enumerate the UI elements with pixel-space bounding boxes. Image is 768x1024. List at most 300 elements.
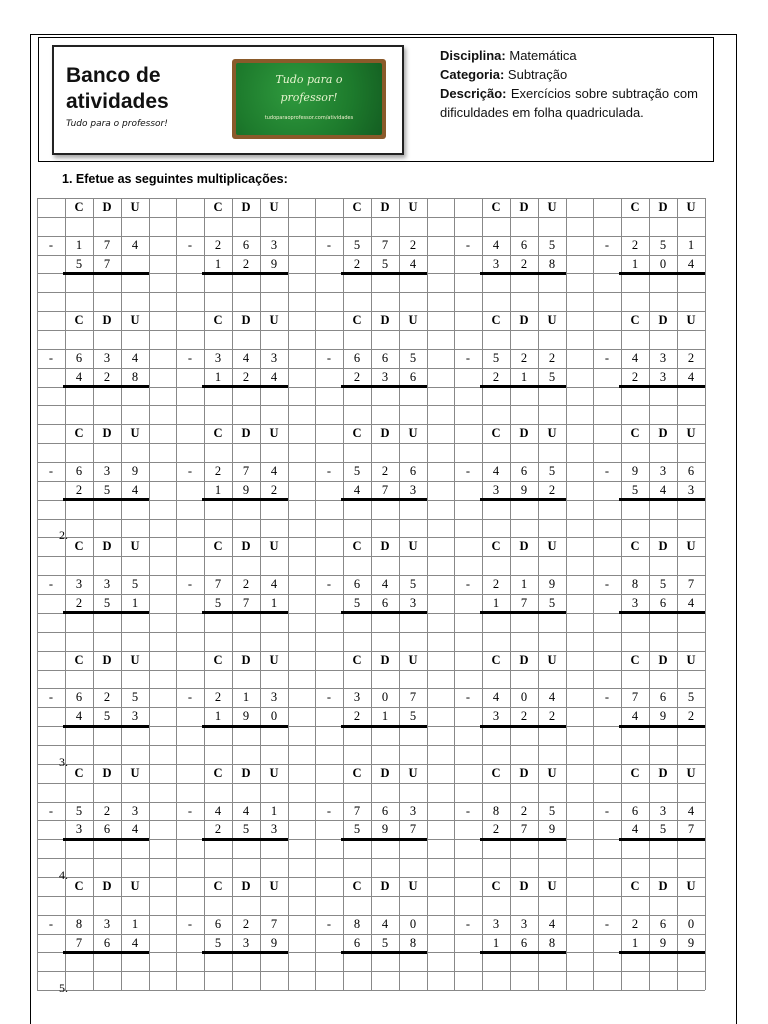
subtrahend-digit: 2	[75, 596, 83, 611]
grid-vline	[315, 198, 316, 990]
result-underline	[202, 385, 288, 388]
subtrahend-digit: 9	[242, 482, 250, 497]
minuend-digit: 4	[492, 464, 500, 479]
column-header-c: C	[630, 539, 640, 554]
column-header-c: C	[491, 313, 501, 328]
logo-title	[66, 63, 169, 115]
subtrahend-digit: 2	[548, 709, 556, 724]
column-header-u: U	[547, 652, 557, 667]
minus-sign: -	[465, 803, 471, 818]
subtrahend-digit: 2	[75, 482, 83, 497]
minuend-digit: 2	[520, 350, 528, 365]
subtrahend-digit: 6	[353, 935, 361, 950]
descricao-label: Descrição:	[440, 86, 507, 101]
subtrahend-digit: 3	[381, 369, 389, 384]
subtrahend-digit: 4	[131, 482, 139, 497]
column-header-d: D	[102, 426, 112, 441]
column-header-c: C	[352, 878, 362, 893]
minuend-digit: 5	[548, 464, 556, 479]
result-underline	[63, 498, 149, 501]
column-header-d: D	[380, 200, 390, 214]
minuend-digit: 3	[131, 803, 139, 818]
minuend-digit: 5	[353, 464, 361, 479]
column-header-d: D	[658, 313, 668, 328]
column-header-c: C	[213, 878, 223, 893]
subtrahend-digit: 8	[131, 369, 139, 384]
result-underline	[480, 951, 566, 954]
column-header-u: U	[686, 878, 696, 893]
grid-vline	[288, 198, 289, 990]
subtrahend-digit: 2	[520, 709, 528, 724]
minuend-digit: 9	[548, 577, 556, 592]
grid-vline	[427, 198, 428, 990]
grid-vline	[176, 198, 177, 990]
subtrahend-digit: 4	[131, 822, 139, 837]
question-number: 4.	[59, 867, 68, 882]
column-header-d: D	[519, 878, 529, 893]
minuend-digit: 9	[631, 464, 639, 479]
minuend-digit: 5	[659, 237, 667, 252]
grid-hline	[37, 990, 705, 991]
minuend-digit: 6	[242, 237, 250, 252]
subtrahend-digit: 7	[242, 596, 250, 611]
column-header-c: C	[213, 539, 223, 554]
minuend-digit: 2	[520, 803, 528, 818]
column-header-c: C	[491, 878, 501, 893]
minuend-digit: 6	[659, 690, 667, 705]
minus-sign: -	[48, 916, 54, 931]
subtrahend-digit: 2	[103, 369, 111, 384]
subtrahend-digit: 5	[381, 935, 389, 950]
minuend-digit: 5	[409, 577, 417, 592]
minus-sign: -	[187, 350, 193, 365]
chalkboard-surface	[236, 63, 382, 135]
minuend-digit: 2	[242, 577, 250, 592]
result-underline	[341, 272, 427, 275]
subtrahend-digit: 2	[492, 822, 500, 837]
subtrahend-digit: 4	[687, 369, 695, 384]
subtrahend-digit: 1	[214, 369, 222, 384]
column-header-u: U	[130, 652, 140, 667]
minuend-digit: 2	[214, 690, 222, 705]
subtrahend-digit: 9	[687, 935, 695, 950]
column-header-u: U	[269, 200, 279, 214]
column-header-u: U	[686, 765, 696, 780]
subtrahend-digit: 8	[548, 935, 556, 950]
column-header-d: D	[241, 200, 251, 214]
column-header-u: U	[547, 878, 557, 893]
minus-sign: -	[326, 464, 332, 479]
column-header-c: C	[630, 426, 640, 441]
subtrahend-digit: 6	[520, 935, 528, 950]
column-header-u: U	[130, 426, 140, 441]
subtrahend-digit: 1	[492, 935, 500, 950]
column-header-u: U	[686, 313, 696, 328]
column-header-c: C	[74, 313, 84, 328]
minus-sign: -	[187, 690, 193, 705]
minuend-digit: 8	[492, 803, 500, 818]
chalk-url: tudoparaoprofessor.com/atividades	[264, 115, 354, 121]
result-underline	[619, 272, 705, 275]
subtrahend-digit: 4	[131, 935, 139, 950]
column-header-c: C	[352, 539, 362, 554]
result-underline	[341, 385, 427, 388]
minuend-digit: 4	[381, 577, 389, 592]
column-header-u: U	[547, 426, 557, 441]
column-header-c: C	[491, 200, 501, 214]
column-header-c: C	[74, 652, 84, 667]
result-underline	[619, 498, 705, 501]
column-header-d: D	[658, 652, 668, 667]
column-header-c: C	[630, 313, 640, 328]
column-header-d: D	[102, 765, 112, 780]
column-header-d: D	[519, 426, 529, 441]
minuend-digit: 4	[492, 237, 500, 252]
minuend-digit: 5	[75, 803, 83, 818]
minuend-digit: 3	[409, 803, 417, 818]
subtrahend-digit: 4	[631, 709, 639, 724]
minus-sign: -	[465, 237, 471, 252]
column-header-c: C	[213, 426, 223, 441]
minuend-digit: 2	[103, 803, 111, 818]
column-header-u: U	[408, 539, 418, 554]
minuend-digit: 7	[409, 690, 417, 705]
minuend-digit: 6	[687, 464, 695, 479]
minuend-digit: 5	[492, 350, 500, 365]
subtrahend-digit: 6	[103, 822, 111, 837]
subtrahend-digit: 4	[353, 482, 361, 497]
minuend-digit: 6	[75, 350, 83, 365]
minuend-digit: 2	[409, 237, 417, 252]
worksheet-grid	[37, 198, 705, 996]
subtrahend-digit: 0	[659, 256, 667, 271]
subtrahend-digit: 3	[631, 596, 639, 611]
subtrahend-digit: 9	[242, 709, 250, 724]
minus-sign: -	[326, 237, 332, 252]
subtrahend-digit: 4	[270, 369, 278, 384]
result-underline	[480, 498, 566, 501]
subtrahend-digit: 1	[270, 596, 278, 611]
minuend-digit: 7	[270, 916, 278, 931]
minus-sign: -	[326, 690, 332, 705]
grid-vline	[705, 198, 706, 990]
minuend-digit: 1	[75, 237, 83, 252]
minus-sign: -	[604, 237, 610, 252]
column-header-d: D	[519, 313, 529, 328]
column-header-d: D	[241, 878, 251, 893]
column-header-d: D	[102, 200, 112, 214]
subtrahend-digit: 5	[214, 596, 222, 611]
column-header-u: U	[686, 426, 696, 441]
minuend-digit: 1	[687, 237, 695, 252]
subtrahend-digit: 2	[242, 369, 250, 384]
subtrahend-digit: 1	[214, 709, 222, 724]
minuend-digit: 1	[131, 916, 139, 931]
subtrahend-digit: 5	[381, 256, 389, 271]
subtrahend-digit: 9	[659, 709, 667, 724]
minuend-digit: 2	[492, 577, 500, 592]
minuend-digit: 2	[103, 690, 111, 705]
column-header-d: D	[380, 313, 390, 328]
subtrahend-digit: 5	[659, 822, 667, 837]
minus-sign: -	[326, 577, 332, 592]
minus-sign: -	[187, 577, 193, 592]
column-header-u: U	[547, 765, 557, 780]
result-underline	[341, 498, 427, 501]
minuend-digit: 4	[214, 803, 222, 818]
categoria-value: Subtração	[507, 67, 568, 82]
subtrahend-digit: 3	[409, 596, 417, 611]
subtrahend-digit: 5	[548, 596, 556, 611]
minus-sign: -	[48, 350, 54, 365]
categoria-row	[440, 65, 698, 84]
column-header-u: U	[547, 313, 557, 328]
column-header-c: C	[630, 878, 640, 893]
column-header-d: D	[658, 878, 668, 893]
subtrahend-digit: 1	[214, 256, 222, 271]
minuend-digit: 6	[353, 577, 361, 592]
minus-sign: -	[604, 350, 610, 365]
minuend-digit: 7	[381, 237, 389, 252]
minuend-digit: 2	[242, 916, 250, 931]
column-header-u: U	[269, 878, 279, 893]
subtrahend-digit: 4	[687, 256, 695, 271]
column-header-c: C	[352, 652, 362, 667]
result-underline	[480, 725, 566, 728]
minuend-digit: 6	[409, 464, 417, 479]
subtrahend-digit: 4	[75, 369, 83, 384]
minuend-digit: 5	[131, 690, 139, 705]
minus-sign: -	[187, 464, 193, 479]
minuend-digit: 2	[631, 916, 639, 931]
result-underline	[202, 498, 288, 501]
result-underline	[619, 385, 705, 388]
subtrahend-digit: 2	[492, 369, 500, 384]
minus-sign: -	[326, 803, 332, 818]
minuend-digit: 0	[687, 916, 695, 931]
subtrahend-digit: 9	[520, 482, 528, 497]
logo-subtitle: Tudo para o professor!	[66, 119, 168, 129]
subtrahend-digit: 7	[520, 596, 528, 611]
minus-sign: -	[48, 237, 54, 252]
subtrahend-digit: 2	[687, 709, 695, 724]
minuend-digit: 8	[631, 577, 639, 592]
disciplina-row	[440, 46, 698, 65]
minuend-digit: 4	[131, 350, 139, 365]
subtrahend-digit: 1	[492, 596, 500, 611]
column-header-d: D	[102, 313, 112, 328]
column-header-c: C	[74, 426, 84, 441]
column-header-d: D	[102, 878, 112, 893]
minuend-digit: 6	[659, 916, 667, 931]
subtrahend-digit: 3	[242, 935, 250, 950]
minuend-digit: 7	[103, 237, 111, 252]
minuend-digit: 7	[631, 690, 639, 705]
minuend-digit: 2	[548, 350, 556, 365]
minus-sign: -	[326, 350, 332, 365]
minuend-digit: 6	[75, 464, 83, 479]
page-right-rule	[736, 34, 737, 1024]
subtrahend-digit: 1	[631, 256, 639, 271]
minuend-digit: 1	[270, 803, 278, 818]
grid-vline	[37, 198, 38, 990]
column-header-d: D	[519, 539, 529, 554]
result-underline	[480, 611, 566, 614]
subtrahend-digit: 3	[131, 709, 139, 724]
grid-vline	[593, 198, 594, 990]
minuend-digit: 3	[103, 916, 111, 931]
column-header-u: U	[408, 200, 418, 214]
subtrahend-digit: 4	[75, 709, 83, 724]
result-underline	[202, 838, 288, 841]
question-number: 5.	[59, 981, 68, 996]
column-header-c: C	[491, 426, 501, 441]
subtrahend-digit: 2	[214, 822, 222, 837]
column-header-d: D	[658, 765, 668, 780]
minuend-digit: 5	[353, 237, 361, 252]
subtrahend-digit: 7	[409, 822, 417, 837]
subtrahend-digit: 5	[103, 596, 111, 611]
column-header-d: D	[380, 539, 390, 554]
logo-title-line1: Banco de	[66, 64, 161, 87]
column-header-u: U	[547, 200, 557, 214]
minuend-digit: 6	[631, 803, 639, 818]
minuend-digit: 6	[75, 690, 83, 705]
result-underline	[63, 838, 149, 841]
column-header-c: C	[491, 765, 501, 780]
subtrahend-digit: 8	[548, 256, 556, 271]
minuend-digit: 7	[242, 464, 250, 479]
minuend-digit: 5	[409, 350, 417, 365]
minuend-digit: 0	[381, 690, 389, 705]
minus-sign: -	[604, 577, 610, 592]
column-header-u: U	[686, 200, 696, 214]
column-header-d: D	[658, 200, 668, 214]
page-top-rule	[30, 34, 736, 35]
question-number: 3.	[59, 754, 68, 769]
minus-sign: -	[48, 690, 54, 705]
column-header-d: D	[241, 313, 251, 328]
column-header-u: U	[408, 878, 418, 893]
subtrahend-digit: 3	[409, 482, 417, 497]
minuend-digit: 8	[75, 916, 83, 931]
grid-vline	[454, 198, 455, 990]
column-header-c: C	[213, 313, 223, 328]
column-header-d: D	[102, 539, 112, 554]
result-underline	[341, 951, 427, 954]
minuend-digit: 6	[214, 916, 222, 931]
subtrahend-digit: 4	[409, 256, 417, 271]
result-underline	[619, 611, 705, 614]
column-header-u: U	[269, 313, 279, 328]
minuend-digit: 0	[409, 916, 417, 931]
instruction-heading: 1. Efetue as seguintes multiplicações:	[62, 172, 288, 186]
minuend-digit: 9	[131, 464, 139, 479]
result-underline	[202, 951, 288, 954]
minuend-digit: 2	[631, 237, 639, 252]
minuend-digit: 3	[659, 803, 667, 818]
subtrahend-digit: 3	[659, 369, 667, 384]
disciplina-label: Disciplina:	[440, 48, 506, 63]
minus-sign: -	[465, 577, 471, 592]
grid-vline	[566, 198, 567, 990]
minuend-digit: 3	[214, 350, 222, 365]
minuend-digit: 6	[381, 350, 389, 365]
minuend-digit: 4	[381, 916, 389, 931]
subtrahend-digit: 2	[631, 369, 639, 384]
minuend-digit: 3	[103, 464, 111, 479]
minuend-digit: 4	[687, 803, 695, 818]
minuend-digit: 1	[242, 690, 250, 705]
minuend-digit: 3	[103, 577, 111, 592]
minus-sign: -	[326, 916, 332, 931]
minus-sign: -	[48, 577, 54, 592]
minuend-digit: 4	[242, 803, 250, 818]
subtrahend-digit: 4	[631, 822, 639, 837]
minuend-digit: 5	[659, 577, 667, 592]
column-header-d: D	[380, 652, 390, 667]
minuend-digit: 7	[353, 803, 361, 818]
minuend-digit: 4	[631, 350, 639, 365]
disciplina-value: Matemática	[509, 48, 577, 63]
minuend-digit: 2	[214, 464, 222, 479]
subtrahend-digit: 7	[75, 935, 83, 950]
subtrahend-digit: 5	[353, 822, 361, 837]
minuend-digit: 3	[270, 690, 278, 705]
minus-sign: -	[465, 690, 471, 705]
minuend-digit: 4	[270, 577, 278, 592]
column-header-u: U	[269, 765, 279, 780]
subtrahend-digit: 6	[381, 596, 389, 611]
subtrahend-digit: 1	[381, 709, 389, 724]
column-header-c: C	[352, 313, 362, 328]
categoria-label: Categoria:	[440, 67, 505, 82]
column-header-c: C	[352, 765, 362, 780]
question-number: 2.	[59, 528, 68, 543]
result-underline	[63, 951, 149, 954]
logo-banner	[52, 45, 404, 155]
minuend-digit: 5	[131, 577, 139, 592]
subtrahend-digit: 7	[103, 256, 111, 271]
result-underline	[480, 838, 566, 841]
column-header-u: U	[408, 652, 418, 667]
subtrahend-digit: 4	[687, 596, 695, 611]
column-header-c: C	[491, 539, 501, 554]
minuend-digit: 7	[687, 577, 695, 592]
subtrahend-digit: 2	[548, 482, 556, 497]
minuend-digit: 5	[548, 237, 556, 252]
subtrahend-digit: 6	[103, 935, 111, 950]
minuend-digit: 2	[687, 350, 695, 365]
result-underline	[202, 272, 288, 275]
column-header-u: U	[130, 878, 140, 893]
subtrahend-digit: 1	[520, 369, 528, 384]
subtrahend-digit: 9	[381, 822, 389, 837]
minuend-digit: 7	[214, 577, 222, 592]
result-underline	[63, 611, 149, 614]
minuend-digit: 4	[548, 916, 556, 931]
column-header-u: U	[408, 765, 418, 780]
minuend-digit: 5	[687, 690, 695, 705]
subtrahend-digit: 2	[270, 482, 278, 497]
minuend-digit: 6	[381, 803, 389, 818]
minuend-digit: 3	[492, 916, 500, 931]
subtrahend-digit: 5	[548, 369, 556, 384]
column-header-c: C	[74, 539, 84, 554]
column-header-d: D	[519, 652, 529, 667]
column-header-d: D	[241, 652, 251, 667]
descricao-row	[440, 84, 698, 122]
